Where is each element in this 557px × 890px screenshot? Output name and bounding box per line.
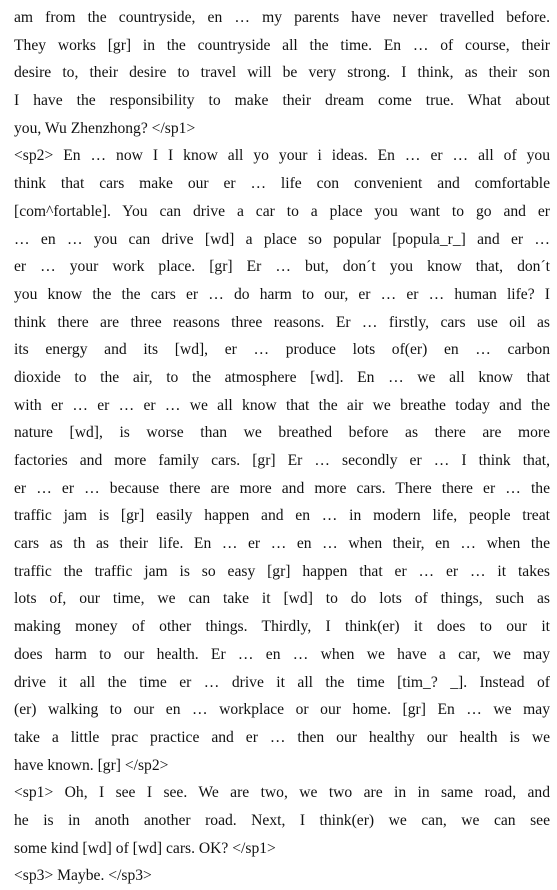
text-line-7: think that cars make our er … life con convenient and comfortable — [14, 175, 550, 193]
text-line-3: desire to, their desire to travel will be very strong. I think, as their son — [14, 64, 550, 82]
text-line-26: (er) walking to our en … workplace or our home. [gr] En … we may — [14, 701, 550, 719]
text-line-9: … en … you can drive [wd] a place so popular [popula_r_] and er … — [14, 230, 550, 248]
text-line-20: cars as th as their life. En … er … en … when their, en … when the — [14, 535, 550, 553]
text-line-11: you know the the cars er … do harm to our, er … er … human life? I — [14, 285, 550, 303]
text-line-2: They works [gr] in the countryside all the time. En … of course, their — [14, 36, 550, 54]
text-line-6: <sp2> En … now I I know all yo your i ideas. En … er … all of you — [14, 147, 550, 165]
text-line-4: I have the responsibility to make their dream come true. What about — [14, 92, 550, 110]
text-line-32: <sp3> Maybe. </sp3> — [14, 867, 152, 885]
text-line-12: think there are three reasons three reasons. Er … firstly, cars use oil as — [14, 313, 550, 331]
text-line-30: he is in anoth another road. Next, I think(er) we can, we can see — [14, 811, 550, 829]
text-line-22: lots of, our time, we can take it [wd] to do lots of things, such as — [14, 590, 550, 608]
text-line-13: its energy and its [wd], er … produce lots of(er) en … carbon — [14, 341, 550, 359]
text-line-5: you, Wu Zhenzhong? </sp1> — [14, 119, 196, 137]
text-line-28: have known. [gr] </sp2> — [14, 756, 169, 774]
text-line-1: am from the countryside, en … my parents have never travelled before. — [14, 9, 550, 26]
text-line-16: nature [wd], is worse than we breathed before as there are more — [14, 424, 550, 442]
text-line-14: dioxide to the air, to the atmosphere [wd]. En … we all know that — [14, 368, 550, 386]
text-line-17: factories and more family cars. [gr] Er … secondly er … I think that, — [14, 452, 550, 469]
text-line-23: making money of other things. Thirdly, I think(er) it does to our it — [14, 618, 550, 636]
text-line-10: er … your work place. [gr] Er … but, don´t you know that, don´t — [14, 258, 550, 276]
text-line-31: some kind [wd] of [wd] cars. OK? </sp1> — [14, 839, 276, 857]
text-line-27: take a little prac practice and er … then our healthy our health is we — [14, 728, 550, 746]
text-line-24: does harm to our health. Er … en … when we have a car, we may — [14, 645, 550, 663]
text-line-29: <sp1> Oh, I see I see. We are two, we two are in in same road, and — [14, 784, 550, 802]
text-line-25: drive it all the time er … drive it all the time [tim_? _]. Instead of — [14, 673, 550, 691]
text-line-8: [com^fortable]. You can drive a car to a place you want to go and er — [14, 202, 550, 220]
text-line-18: er … er … because there are more and more cars. There there er … the — [14, 479, 550, 497]
text-line-19: traffic jam is [gr] easily happen and en … in modern life, people treat — [14, 507, 550, 525]
text-line-15: with er … er … er … we all know that the air we breathe today and the — [14, 396, 550, 414]
text-line-21: traffic the traffic jam is so easy [gr] happen that er … er … it takes — [14, 562, 550, 580]
